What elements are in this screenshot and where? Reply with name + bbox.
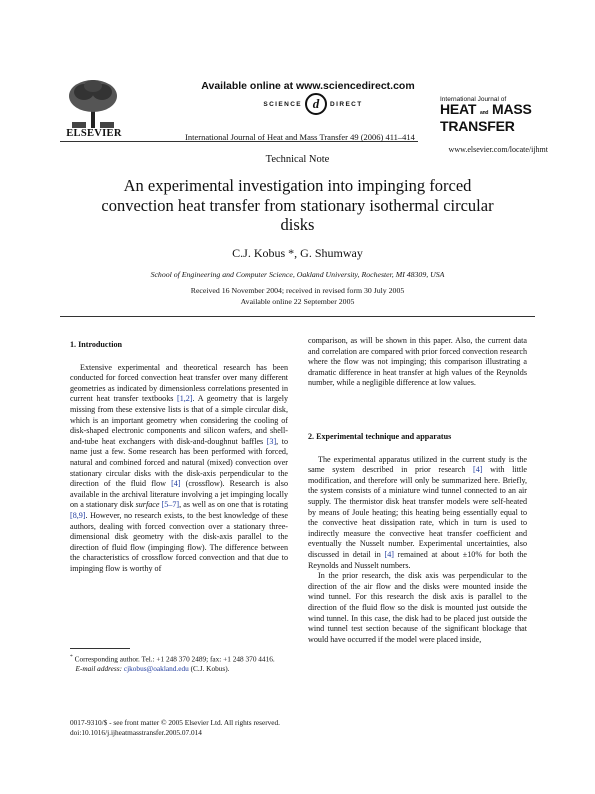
authors: C.J. Kobus *, G. Shumway <box>232 246 363 260</box>
available-online-banner: Available online at www.sciencedirect.com <box>201 80 415 92</box>
doi-line[interactable]: doi:10.1016/j.ijheatmasstransfer.2005.07.014 <box>70 728 202 738</box>
email-suffix: (C.J. Kobus). <box>190 664 230 674</box>
journal-citation: International Journal of Heat and Mass Transfer 49 (2006) 411–414 <box>185 132 415 142</box>
section2-paragraph-1: The experimental apparatus utilized in the current study is the same system described in prior research [4] with little modification, and therefore will only be summarized here. Briefly, the system consists of a miniature wind tunnel connected to an air supply. The thermistor disk heat transfer models were self-heated by means of Joule heating; this heating being essentially equal to the convective heat dissipation rate, which in turn is used to indirectly measure the convective heat transfer coefficient and eventually the Nusselt number. Experimental uncertainties, also discussed in detail in [4] remained at about ±10% for both the Reynolds and Nusselt numbers. <box>308 454 527 570</box>
sciencedirect-logo <box>218 93 408 115</box>
citation-link[interactable]: [3] <box>266 436 277 446</box>
citation-link[interactable]: [4] <box>384 549 394 559</box>
journal-logo-mass: MASS <box>491 101 532 117</box>
footnote-divider <box>70 648 130 649</box>
publisher-name: ELSEVIER <box>66 128 122 139</box>
page-footer <box>70 718 470 738</box>
paper-title: An experimental investigation into impinging forced convection heat transfer from stationary isothermal circular disks <box>101 176 494 234</box>
right-column-continuation <box>308 336 527 389</box>
sciencedirect-left: SCIENCE <box>263 100 303 108</box>
title-divider <box>60 316 535 317</box>
email-link[interactable]: cjkobus@oakland.edu <box>123 664 189 674</box>
footnote-text: Corresponding author. Tel.: +1 248 370 2489; fax: +1 248 370 4416. <box>74 654 275 664</box>
article-type: Technical Note <box>265 154 330 165</box>
footnote <box>70 653 290 674</box>
citation-link[interactable]: [5–7] <box>161 500 180 510</box>
citation-link[interactable]: [1,2] <box>177 394 193 404</box>
right-column-section2 <box>308 432 527 645</box>
sciencedirect-mark-icon: d <box>305 93 327 115</box>
affiliation: School of Engineering and Computer Science, Oakland University, Rochester, MI 48309, USA <box>150 270 445 279</box>
online-date: Available online 22 September 2005 <box>240 297 355 306</box>
continued-paragraph: comparison, as will be shown in this paper. Also, the current data and correlation are compared with prior forced convection research where the flow was not impinging; this comparison illustrating a dramatic difference in heat transfer at high values of the Reynolds number, while a negligible difference at low values. <box>308 336 527 388</box>
journal-logo <box>440 96 540 133</box>
section-heading-experimental: 2. Experimental technique and apparatus <box>308 432 452 441</box>
citation-link[interactable]: [8,9] <box>70 510 86 520</box>
section2-paragraph-2: In the prior research, the disk axis was perpendicular to the direction of the air flow and the disks were mounted inside the wind tunnel. For this research the disk axis is parallel to the direction of the fluid flow so the disk is mounted just outside the wind tunnel. In this case, the disk had to be placed just outside the wind tunnel test section because of the significant blockage that would have occurred if the model were placed inside, <box>308 571 527 644</box>
footnote-marker: * <box>70 654 73 660</box>
sciencedirect-right: DIRECT <box>330 100 363 108</box>
issn-line: 0017-9310/$ - see front matter © 2005 Elsevier Ltd. All rights reserved. <box>70 718 281 727</box>
journal-logo-heat: HEAT <box>440 101 477 117</box>
received-dates: Received 16 November 2004; received in revised form 30 July 2005 <box>190 286 405 295</box>
citation-link[interactable]: [4] <box>171 479 181 489</box>
left-column <box>70 340 288 574</box>
journal-url-link[interactable]: www.elsevier.com/locate/ijhmt <box>448 145 548 154</box>
citation-link[interactable]: [4] <box>473 465 483 475</box>
email-label: E-mail address: <box>75 664 123 674</box>
intro-paragraph: Extensive experimental and theoretical research has been conducted for forced convection heat transfer over many different geometries as indicated by dimensionless correlations presented in current heat transfer textbooks [1,2]. A geometry that is largely missing from these extensive lists is that of a simple circular disk, which is an important geometry when considering the cooling of disk-shaped electronic components and silicon wafers, and shell-and-tube heat exchangers with disk-and-doughnut baffles [3], to name just a few. Some research has been performed with forced, natural and combined forced and natural (mixed) convection over stationary circular disks with the disk-axis perpendicular to the direction of the fluid flow [4] (crossflow). Research is also available in the archival literature involving a jet impinging locally on a stationary disk surface [5–7], as well as on one that is rotating [8,9]. However, no research exists, to the best knowledge of these authors, dealing with forced convection over a stationary three-dimensional disk geometry with the disk-axis parallel to the direction of fluid flow (impinging flow). The difference between the characteristics of crossflow forced convection and that due to impinging flow is worthy of <box>70 362 289 573</box>
section-heading-introduction: 1. Introduction <box>70 340 123 349</box>
journal-logo-transfer: TRANSFER <box>440 118 515 134</box>
journal-logo-and: and <box>479 110 489 116</box>
elsevier-tree-logo <box>64 78 122 130</box>
journal-logo-small: International Journal of <box>440 96 507 103</box>
